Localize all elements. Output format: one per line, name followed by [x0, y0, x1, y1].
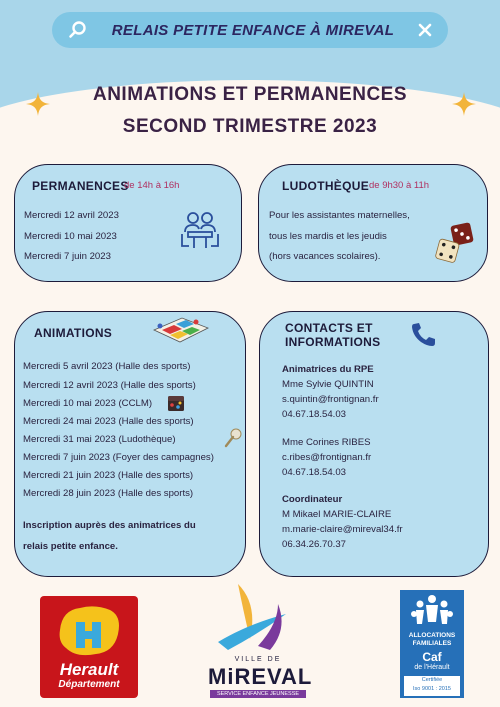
caf-line1: ALLOCATIONS [408, 632, 456, 639]
permanence-date: Mercredi 7 juin 2023 [24, 251, 111, 262]
meeting-icon [180, 210, 220, 250]
herault-subtitle: Département [58, 679, 120, 690]
contact-name: Mme Sylvie QUINTIN [282, 379, 374, 390]
animation-date: Mercredi 7 juin 2023 (Foyer des campagnes) [23, 452, 214, 463]
caf-logo [400, 590, 464, 698]
search-bar[interactable] [52, 12, 448, 48]
close-icon[interactable] [418, 23, 432, 37]
caf-people-icon [400, 592, 464, 632]
contact-email[interactable]: c.ribes@frontignan.fr [282, 452, 372, 463]
contacts-heading: INFORMATIONS [285, 335, 381, 349]
mireval-service: SERVICE ENFANCE JEUNESSE [210, 690, 306, 698]
caf-cert-line2: Iso 9001 : 2015 [413, 686, 451, 692]
ludotheque-text: tous les mardis et les jeudis [269, 231, 387, 242]
mireval-logo [208, 584, 313, 702]
contact-phone[interactable]: 06.34.26.70.37 [282, 539, 347, 550]
contact-phone[interactable]: 04.67.18.54.03 [282, 409, 347, 420]
ludotheque-text: Pour les assistantes maternelles, [269, 210, 410, 221]
board-game-icon [152, 316, 210, 344]
contact-name: M Mikael MARIE-CLAIRE [282, 509, 392, 520]
permanences-hours: de 14h à 16h [124, 180, 180, 191]
registration-note: Inscription auprès des animatrices du [23, 520, 196, 531]
contact-email[interactable]: m.marie-claire@mireval34.fr [282, 524, 403, 535]
dice-icon [432, 220, 480, 266]
animation-date: Mercredi 31 mai 2023 (Ludothèque) [23, 434, 176, 445]
caf-line2: FAMILIALES [412, 640, 452, 647]
search-label: RELAIS PETITE ENFANCE À MIREVAL [111, 21, 395, 39]
permanences-heading: PERMANENCES [32, 179, 129, 193]
mireval-name: MiREVAL [208, 664, 313, 689]
ludotheque-text: (hors vacances scolaires). [269, 251, 381, 262]
animations-heading: ANIMATIONS [34, 326, 113, 340]
animation-date: Mercredi 24 mai 2023 (Halle des sports) [23, 416, 194, 427]
page-title: ANIMATIONS ET PERMANENCES [92, 84, 408, 105]
contacts-heading: CONTACTS ET [285, 321, 373, 335]
ludotheque-hours: de 9h30 à 11h [369, 180, 430, 191]
coordinator-title: Coordinateur [282, 494, 343, 505]
animatrices-title: Animatrices du RPE [282, 364, 374, 375]
animation-date: Mercredi 5 avril 2023 (Halle des sports) [23, 361, 191, 372]
animation-date: Mercredi 28 juin 2023 (Halle des sports) [23, 488, 194, 499]
herault-title: Herault [59, 660, 119, 679]
contact-email[interactable]: s.quintin@frontignan.fr [282, 394, 379, 405]
registration-note: relais petite enfance. [23, 541, 118, 552]
caf-region: de l'Hérault [414, 664, 450, 671]
toy-chest-icon [166, 393, 186, 413]
ludotheque-heading: LUDOTHÈQUE [282, 179, 369, 193]
mireval-small-text: VILLE DE [234, 656, 282, 663]
contact-name: Mme Corines RIBES [282, 437, 371, 448]
caf-name: Caf [422, 650, 442, 664]
search-icon[interactable] [68, 20, 88, 40]
rattle-icon [224, 428, 242, 448]
page-subtitle: SECOND TRIMESTRE 2023 [122, 116, 378, 137]
contact-phone[interactable]: 04.67.18.54.03 [282, 467, 347, 478]
caf-cert-line1: Certifiée [421, 677, 443, 683]
animation-date: Mercredi 21 juin 2023 (Halle des sports) [23, 470, 194, 481]
permanence-date: Mercredi 12 avril 2023 [24, 210, 119, 221]
caf-certification [404, 676, 460, 696]
phone-icon [410, 322, 438, 348]
mireval-emblem-icon [208, 584, 308, 654]
animation-date: Mercredi 10 mai 2023 (CCLM) [23, 398, 153, 409]
animation-date: Mercredi 12 avril 2023 (Halle des sports) [23, 380, 196, 391]
herault-logo [40, 596, 138, 698]
permanence-date: Mercredi 10 mai 2023 [24, 231, 117, 242]
